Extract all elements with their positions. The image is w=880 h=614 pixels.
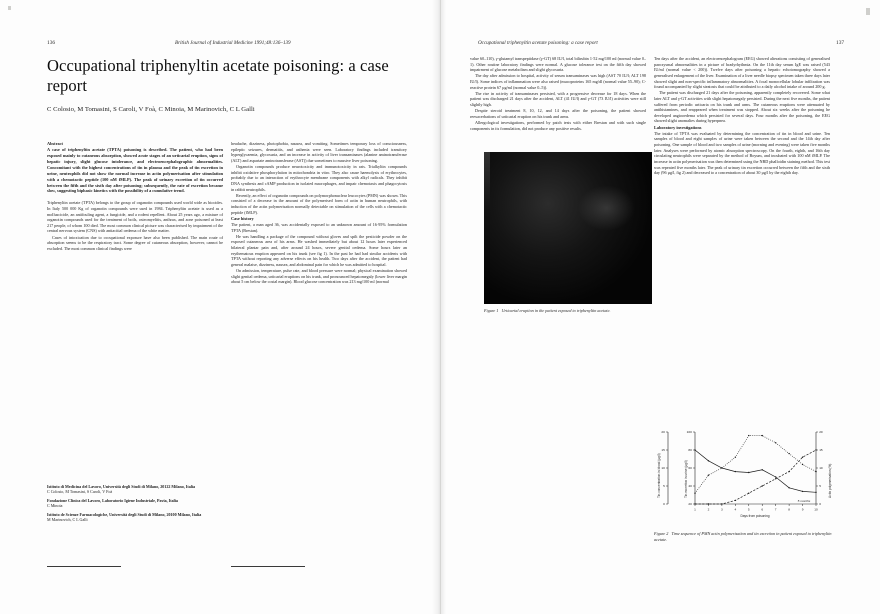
figure-1-label: Figure 1 xyxy=(484,308,499,313)
svg-text:5 months: 5 months xyxy=(797,499,811,503)
svg-text:5: 5 xyxy=(663,484,665,489)
chart-data-point xyxy=(802,491,803,492)
intro-paragraph-2: Cases of intoxication due to occupational exposure have also been published. The main route of absorption seems to be the respiratory tract. Some degree of cutaneous absorption, however, cannot be excluded. The most common clinical findings were xyxy=(47,234,223,251)
chart-data-point xyxy=(775,476,776,477)
svg-text:5: 5 xyxy=(819,484,821,489)
chart-data-point xyxy=(815,449,816,450)
svg-text:100: 100 xyxy=(686,430,692,435)
chart-data-point xyxy=(762,435,763,436)
axis-x-ticks xyxy=(694,499,818,512)
symptoms-paragraph-1: headache, dizziness, photophobia, nausea, and vomiting. Sometimes temporary loss of consciousness, epileptic seizures, dermatitis, and asthenia were seen. Laboratory findings included transitory hyperglycaemia, glycosuria, and an increase in activity of liver transaminases (alanine aminotransferase (ALT) and aspartate aminotransferase (AST)) due sometimes to massive liver poisoning. xyxy=(231,141,407,163)
column-left-2 xyxy=(231,141,407,285)
chart-data-point xyxy=(762,485,763,486)
abstract-heading: Abstract xyxy=(47,141,63,146)
svg-text:15: 15 xyxy=(661,448,665,453)
affiliation-people: M Marinovich, C L Galli xyxy=(47,517,88,523)
svg-text:40: 40 xyxy=(688,484,692,489)
affiliation-people: C Colosio, M Tomasini, S Caroli, V Foà xyxy=(47,489,113,495)
scan-edge-mark-top-left xyxy=(8,6,11,10)
chart-data-point xyxy=(708,460,709,461)
chart-data-point xyxy=(721,503,722,504)
svg-text:2: 2 xyxy=(707,507,710,512)
chart-data-point xyxy=(762,469,763,470)
svg-text:60: 60 xyxy=(688,466,692,471)
svg-text:0: 0 xyxy=(819,502,821,507)
chart-data-point xyxy=(694,503,695,504)
chart-data-point xyxy=(721,467,722,468)
chart-data-point xyxy=(748,472,749,473)
chart-data-point xyxy=(735,471,736,472)
chart-series-line xyxy=(695,450,816,492)
journal-citation-line: British Journal of Industrial Medicine 1991;48:136–139 xyxy=(175,40,291,46)
svg-text:20: 20 xyxy=(661,430,665,435)
affiliation-group xyxy=(47,498,223,509)
affiliation-institution: Istituto de Scienze Farmacologiche, Università degli Studi di Milano, 20100 Milano, Italia xyxy=(47,511,202,517)
chart-data-point xyxy=(788,453,789,454)
figure-2-caption-text: Time sequence of PMN actin polymerisation and tin excretion in patient exposed to triphenyltin acetate. xyxy=(654,531,832,542)
intro-paragraph-1: Triphenyltin acetate (TPTA) belongs to the group of organotin compounds used world wide as biocides. In Italy 500 000 Kg of organotin compounds were used in 1984. Triphenyltin acetate is used as a molluscicide, an antifouling agent, a fungicide, and a rodent repellent. About 25 years ago, a mixture of organotin compounds used for the treatment of boils, osteomyelitis, anthrax, and acne poisoned at least 217 people, of whom 100 died. The most common clinical picture was characterised by impairment of the central nervous system (CNS) with antiacitial oedema of the white matter. xyxy=(47,200,223,234)
folio-left: 136 xyxy=(47,40,56,46)
abstract-text: A case of triphenyltin acetate (TPTA) poisoning is described. The patient, who had been exposed mainly to cutaneous absorption, showed acute stages of an urticarial eruption, signs of hepatic injury, slight glucose intolerance, and electroencephalographic abnormalities. Concomitant with the highest concentrations of tin in plasma and the peak of tin excretion in urine, neutrophils did not show the normal increase in actin polymerisation after stimulation with a chemotactic peptide (100 nM fMLP). The peak of urinary excretion of tin occurred between the fifth and the sixth day after poisoning; subsequently, the rate of excretion became slow, suggesting biphasic kinetics with the possibility of a cumulative trend. xyxy=(47,147,223,194)
affiliation-institution: Fondazione Clinica del Lavoro, Laboratorio Igiene Industriale, Pavia, Italia xyxy=(47,497,178,503)
svg-text:1: 1 xyxy=(694,507,696,512)
running-head-right: Occupational triphenyltin acetate poisoning: a case report xyxy=(478,40,598,46)
chart-series-layer xyxy=(694,435,816,505)
laboratory-paragraph-1: The intake of TPTA was evaluated by determining the concentration of tin in blood and urine. Ten samples of blood and eight samples of urine were taken between the second and the 14th day after poisoning. One sample of blood and two samples of urine (morning and evening) were taken five months later. Analyses were performed by atomic absorption spectroscopy. On the fourth, eighth, and 16th day circulating neutrophils were separated by the method of Boyum, and incubated with 100 nM fMLP. The increase in actin polymerisation was then determined using the NBD phalloidin staining method. This test was repeated five months later. The peak of urinary tin excretion occurred between the fifth and the sixth day (96 µg/l, fig 2) and decreased to a concentration of about 30 µg/l by the eighth day. xyxy=(654,130,830,176)
svg-text:4: 4 xyxy=(734,507,737,512)
svg-text:7: 7 xyxy=(774,507,777,512)
axis-right-title: Actin polymerisation (%) xyxy=(828,463,832,498)
author-list: C Colosio, M Tomasini, S Caroli, V Foà, C Minoia, M Marinovich, C L Galli xyxy=(47,106,255,113)
column-right-2 xyxy=(654,56,830,176)
svg-text:0: 0 xyxy=(663,502,665,507)
chart-data-point xyxy=(775,478,776,479)
svg-text:5: 5 xyxy=(747,507,750,512)
affiliation-institution: Istituto di Medicina del Lavoro, Università degli Studi di Milano, 20122 Milano, Italia xyxy=(47,484,195,489)
chart-data-point xyxy=(708,475,709,476)
axis-left-outer-ticks xyxy=(661,430,668,506)
footnote-rule-right xyxy=(231,566,305,567)
svg-text:80: 80 xyxy=(688,448,692,453)
figure-2-label: Figure 2 xyxy=(654,531,669,536)
chart-data-point xyxy=(748,435,749,436)
svg-text:8: 8 xyxy=(788,507,790,512)
svg-text:3: 3 xyxy=(721,507,723,512)
symptoms-paragraph-2: Organotin compounds produce neurotoxicity and immunotoxicity in rats. Trialkyltin compounds inhibit oxidative phosphorylation in mitochondria in vitro. They also cause haemolysis of erythrocytes, probably due to an interaction of erythrocyte membrane components with alkyl radicals. They inhibit DNA synthesis and cAMP production in isolated macrophages, and impair chemotaxis and phagocytosis in rabbit neutrophils. xyxy=(231,164,407,192)
svg-text:10: 10 xyxy=(814,507,818,512)
chart-data-point xyxy=(735,500,736,501)
figure-2-chart xyxy=(654,424,834,528)
results-paragraph-1: Ten days after the accident, an electroencephalogram (EEG) showed alterations consisting of generalised paroxysmal abnormalities in a picture of bradyrhythmia. On the 11th day serum IgE was raised (543 IU/ml (normal value < 200)). Twelve days after poisoning a hepatic echotomography showed a generalised enlargement of the liver. Examination of a liver needle biopsy specimen taken three days later showed slight and non-specific inflammatory abnormalities. A focal monocellular lobular infiltration was found accompanied by slight steatosis that could be attributed to a daily alcohol intake of around 200 g. xyxy=(654,56,830,90)
page-title: Occupational triphenyltin acetate poisoning: a case report xyxy=(47,56,389,96)
chart-series-line xyxy=(695,450,816,504)
chart-data-point xyxy=(735,457,736,458)
case-paragraph-1: The patient, a man aged 36, was accidentally exposed to an unknown amount of 16·95% formulation TPTA (Brestan). xyxy=(231,221,407,233)
chart-data-point xyxy=(815,492,816,493)
photo-edge-highlight xyxy=(484,152,490,304)
laboratory-heading: Laboratory investigations xyxy=(654,124,702,130)
svg-text:10: 10 xyxy=(661,466,665,471)
figure-1-photograph xyxy=(484,152,652,304)
chart-data-point xyxy=(708,503,709,504)
case-paragraph-2: He was handling a package of the compound without gloves and spilt the pesticide powder on the exposed cutaneous area of his arms. He washed immediately but about 12 hours later experienced bilateral plantar pain and, after around 24 hours, severe genital oedema. Some hours later an erythematous eruption appeared on his trunk (see fig 1). In the past he had had similar accidents with TPTA without reporting any adverse effects on his health. Two days after the accident, the patient had general malaise, dizziness, nausea, and abdominal pain for which he was admitted to hospital. xyxy=(231,233,407,267)
figure-2-caption xyxy=(654,531,834,542)
affiliation-group xyxy=(47,484,223,495)
case-paragraph-8: Allergological investigations, performed by patch tests with either Brestan and with such single components in its formulation, did not produce any positive results. xyxy=(470,119,646,131)
axis-left-outer-title: Tin concentration in blood (µg/l) xyxy=(657,453,661,498)
affiliations-block xyxy=(47,484,223,526)
footnote-rule-left xyxy=(47,566,121,567)
chart-data-point xyxy=(775,442,776,443)
chart-data-point xyxy=(694,493,695,494)
symptoms-paragraph-3: Recently, an effect of organotin compounds on polymorphonuclear leucocytes (PMN) was shown. This consisted of a decrease in the amount of the polymerised form of actin in human neutrophils, with induction of the actin polymerisation normally detectable on stimulation of the cells with a chemotactic peptide (fMLP). xyxy=(231,192,407,215)
figure-1-caption xyxy=(484,308,652,314)
chart-data-point xyxy=(748,493,749,494)
chart-data-point xyxy=(694,449,695,450)
case-history-heading: Case history xyxy=(231,215,254,221)
case-paragraph-7: Despite steroid treatment 8, 10, 12, and 14 days after the poisoning, the patient showed reexacerbations of urticarial eruption on his trunk and arms. xyxy=(470,108,646,119)
figure-1 xyxy=(484,152,652,314)
affiliation-people: C Minoia xyxy=(47,503,63,509)
axis-right-ticks xyxy=(816,430,823,506)
svg-text:10: 10 xyxy=(819,466,823,471)
figure-1-caption-text: Urticarial eruption in the patient exposed to triphenyltin acetate. xyxy=(501,308,611,313)
svg-text:6: 6 xyxy=(761,507,764,512)
svg-text:20: 20 xyxy=(688,502,692,507)
scan-edge-mark-top-right xyxy=(866,8,870,15)
chart-data-point xyxy=(788,487,789,488)
case-paragraph-5: The day after admission to hospital, activity of serum transaminases was high (AST 70 IU/l; ALT 198 IU/l). Some indices of inflammation were also raised (mucoproteins 165 mg/dl (normal value 55–90); C-reactive protein 67 µg/ml (normal value 0–5)). xyxy=(470,73,646,90)
svg-text:20: 20 xyxy=(819,430,823,435)
chart-data-point xyxy=(815,471,816,472)
figure-2 xyxy=(654,424,834,542)
column-right-1 xyxy=(470,56,646,132)
folio-right: 137 xyxy=(836,40,845,46)
chart-svg xyxy=(654,424,834,528)
affiliation-group xyxy=(47,512,223,523)
axis-left-inner-title: Tin excretion in urine (µg/l) xyxy=(684,460,688,498)
case-paragraph-6: The rise in activity of transaminases persisted, with a progressive decrease for 18 days. When the patient was discharged 21 days after the accident, ALT (41 IU/l) and γ-GT (73 IU/l) activities were still slightly high. xyxy=(470,90,646,107)
case-paragraph-4: value 60–110), γ-glutamyl transpeptidase (γ-GT) 68 IU/l, total bilirubin 1·52 mg/100 ml (normal value 0–1). Other routine laboratory findings were normal. A glucose tolerance test on the fifth day showed impairment of glucose metabolism and slight glycosuria. xyxy=(470,56,646,73)
column-left-1 xyxy=(47,141,223,252)
svg-text:15: 15 xyxy=(819,448,823,453)
case-paragraph-3: On admission, temperature, pulse rate, and blood pressure were normal; physical examination showed slight genital oedema, urticarial eruptions on his trunk, and pronounced hepatomegaly (lower liver margin about 5 cm below the costal margin). Blood glucose concentration was 213 mg/100 ml (normal xyxy=(231,267,407,285)
axis-x-title: Days from poisoning xyxy=(740,514,770,518)
chart-data-point xyxy=(802,464,803,465)
results-paragraph-2: The patient was discharged 21 days after the poisoning, apparently completely recovered. Some what later ALT and γ-GT activities with slight hepatomegaly persisted. During the next five months, the patient suffered from periodic urticaria on his trunk and arms. The cutaneous eruptions were attenuated by antihistamines, and reappeared when treatment was stopped. About six weeks after the poisoning he developed angiooedema which persisted for several days. Four months after the poisoning, the EEG showed slight anomalies during hyperpnea. xyxy=(654,90,830,124)
chart-series-line xyxy=(695,436,816,494)
photo-highlight xyxy=(578,185,635,231)
svg-text:9: 9 xyxy=(801,507,804,512)
chart-data-point xyxy=(788,471,789,472)
chart-data-point xyxy=(802,457,803,458)
